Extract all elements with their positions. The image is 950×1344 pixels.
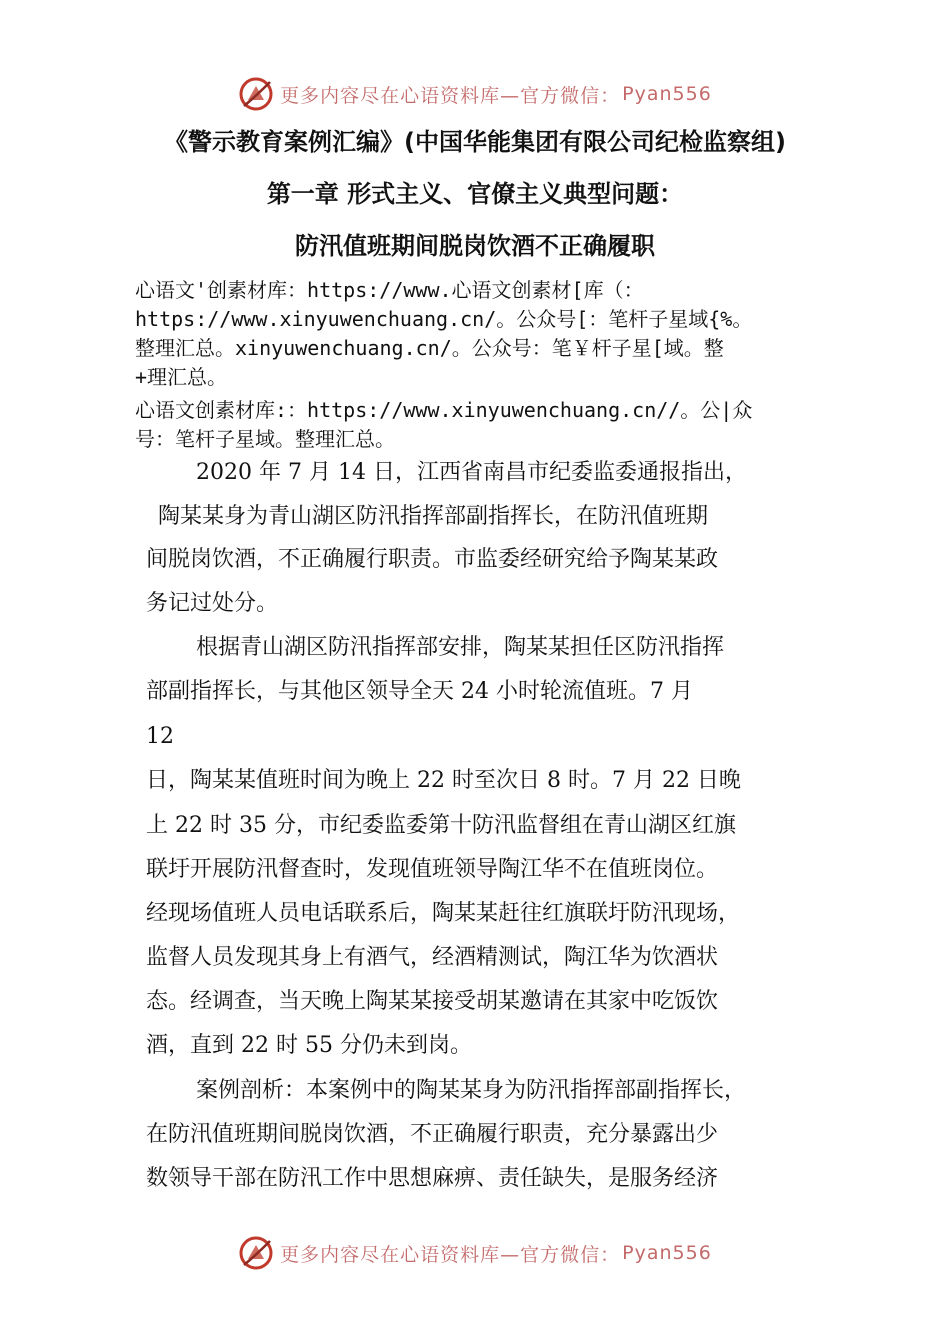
body-line: 日，陶某某值班时间为晚上 22 时至次日 8 时。7 月 22 日晚: [146, 768, 741, 793]
document-title: 《警示教育案例汇编》(中国华能集团有限公司纪检监察组): [164, 128, 786, 156]
banner-text: 更多内容尽在心语资料库—官方微信：: [280, 84, 621, 107]
body-line: 数领导干部在防汛工作中思想麻痹、责任缺失，是服务经济: [146, 1166, 719, 1191]
source-line: https://www.xinyuwenchuang.cn/。公众号[：笔杆子星域{%。: [135, 307, 753, 331]
source-notice-2: [135, 396, 840, 454]
body-line: 陶某某身为青山湖区防汛指挥部副指挥长，在防汛值班期: [158, 504, 709, 529]
source-notice-1: [135, 276, 840, 392]
source-line: 心语文'创素材库：https://www.心语文创素材[库（：: [135, 278, 644, 302]
source-line: 整理汇总。xinyuwenchuang.cn/。公众号：笔￥杆子星[域。整: [135, 336, 724, 360]
banner-wechat-id: Pyan556: [622, 83, 712, 105]
body-line: 间脱岗饮酒，不正确履行职责。市监委经研究给予陶某某政: [146, 547, 719, 572]
body-line: 案例剖析：本案例中的陶某某身为防汛指挥部副指挥长，: [196, 1078, 747, 1103]
source-line: 心语文创素材库:：https://www.xinyuwenchuang.cn//。公|众: [135, 398, 753, 422]
body-line: 酒，直到 22 时 55 分仍未到岗。: [146, 1033, 472, 1058]
body-line: 监督人员发现其身上有酒气，经酒精测试，陶江华为饮酒状: [146, 945, 719, 970]
case-title: 防汛值班期间脱岗饮酒不正确履职: [295, 232, 655, 260]
source-line: 号：笔杆子星域。整理汇总。: [135, 427, 395, 451]
source-line: +理汇总。: [135, 365, 228, 389]
body-line: 在防汛值班期间脱岗饮酒，不正确履行职责，充分暴露出少: [146, 1122, 719, 1147]
body-line: 根据青山湖区防汛指挥部安排，陶某某担任区防汛指挥: [196, 635, 725, 660]
body-line: 经现场值班人员电话联系后，陶某某赶往红旗联圩防汛现场，: [146, 901, 741, 926]
chapter-title: 第一章 形式主义、官僚主义典型问题：: [266, 180, 684, 208]
body-line: 态。经调查，当天晚上陶某某接受胡某邀请在其家中吃饭饮: [146, 989, 719, 1014]
banner-wechat-id: Pyan556: [622, 1242, 712, 1264]
body-line: 2020 年 7 月 14 日，江西省南昌市纪委监委通报指出，: [196, 460, 747, 485]
body-line: 联圩开展防汛督查时，发现值班领导陶江华不在值班岗位。: [146, 857, 719, 882]
header-banner: [0, 74, 950, 114]
logo-icon: [238, 76, 274, 112]
body-line: 12: [146, 724, 174, 749]
logo-icon: [238, 1235, 274, 1271]
body-line: 上 22 时 35 分，市纪委监委第十防汛监督组在青山湖区红旗: [146, 813, 736, 838]
body-line: 部副指挥长，与其他区领导全天 24 小时轮流值班。7 月: [146, 679, 693, 704]
banner-text: 更多内容尽在心语资料库—官方微信：: [280, 1243, 621, 1266]
footer-banner: [0, 1233, 950, 1273]
body-line: 务记过处分。: [146, 591, 279, 616]
